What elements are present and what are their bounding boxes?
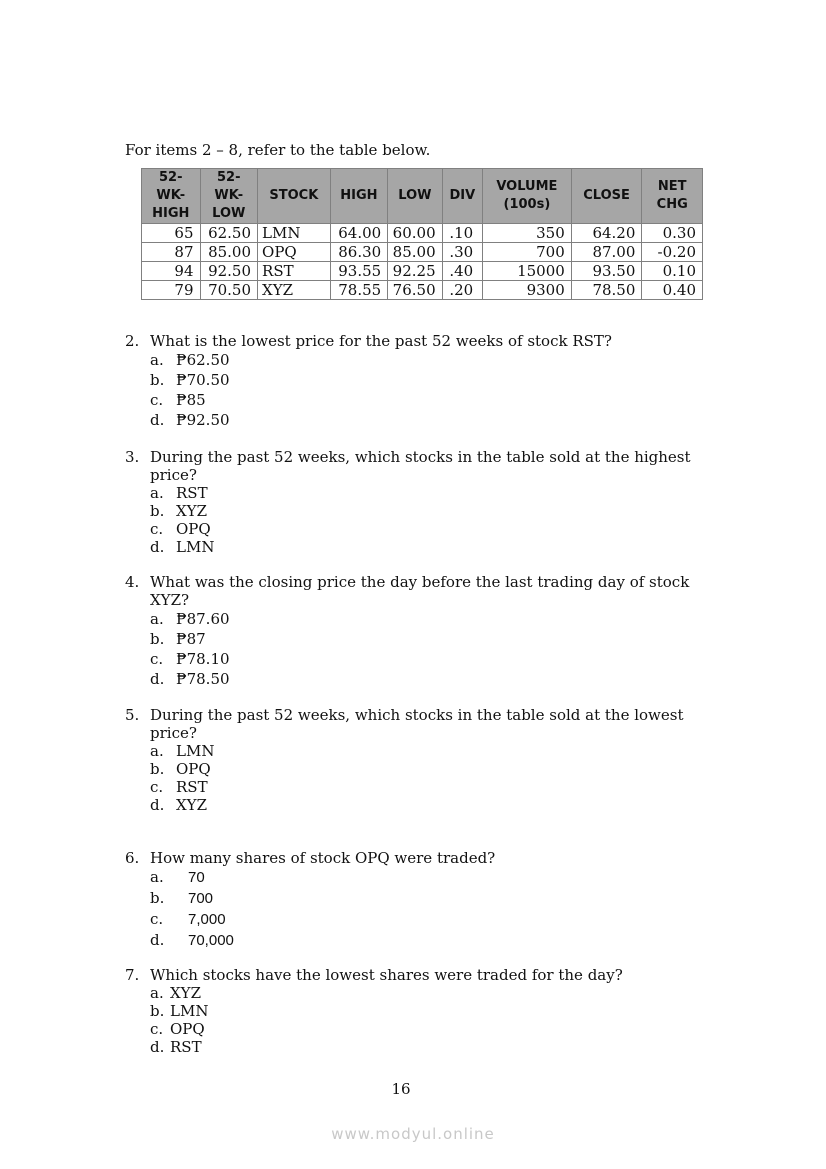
- option-d: d. ₱78.50: [150, 670, 230, 688]
- question-number: 7.: [125, 966, 140, 984]
- question-number: 6.: [125, 849, 140, 867]
- header-low: LOW: [388, 169, 442, 224]
- option-c: c. RST: [150, 778, 208, 796]
- question-stem: What is the lowest price for the past 52 weeks of stock RST?: [150, 332, 612, 350]
- table-row: [142, 243, 703, 262]
- question-stem: What was the closing price the day before the last trading day of stock XYZ?: [150, 573, 690, 609]
- table-row: [142, 224, 703, 243]
- option-d: d. ₱92.50: [150, 411, 230, 429]
- question-3: [125, 448, 705, 556]
- option-a: a. 70: [150, 868, 205, 886]
- question-stem: Which stocks have the lowest shares were traded for the day?: [150, 966, 623, 984]
- table-row: [142, 281, 703, 300]
- cell-div: .20: [442, 281, 482, 300]
- cell-52wk-high: 65: [142, 224, 201, 243]
- header-div: DIV: [442, 169, 482, 224]
- cell-volume: 700: [482, 243, 571, 262]
- cell-52wk-high: 79: [142, 281, 201, 300]
- page-number: 16: [391, 1080, 411, 1098]
- option-d: d. RST: [150, 1038, 202, 1056]
- header-stock: STOCK: [258, 169, 331, 224]
- stock-table: [141, 168, 703, 300]
- option-b: b. LMN: [150, 1002, 209, 1020]
- cell-stock: LMN: [258, 224, 331, 243]
- question-2: [125, 332, 705, 430]
- header-volume: VOLUME (100s): [482, 169, 571, 224]
- option-b: b. ₱87: [150, 630, 206, 648]
- header-52wk-high: 52- WK- HIGH: [142, 169, 201, 224]
- cell-high: 86.30: [330, 243, 388, 262]
- cell-div: .30: [442, 243, 482, 262]
- header-close: CLOSE: [571, 169, 642, 224]
- cell-52wk-high: 94: [142, 262, 201, 281]
- option-b: b. OPQ: [150, 760, 211, 778]
- cell-close: 93.50: [571, 262, 642, 281]
- cell-volume: 350: [482, 224, 571, 243]
- option-c: c. OPQ: [150, 1020, 205, 1038]
- cell-52wk-high: 87: [142, 243, 201, 262]
- watermark: www.modyul.online: [331, 1125, 495, 1143]
- question-stem: During the past 52 weeks, which stocks in the table sold at the highest price?: [150, 448, 691, 484]
- cell-net-chg: 0.30: [642, 224, 703, 243]
- option-c: c. ₱78.10: [150, 650, 230, 668]
- cell-stock: RST: [258, 262, 331, 281]
- cell-close: 87.00: [571, 243, 642, 262]
- option-d: d. XYZ: [150, 796, 208, 814]
- option-c: c. ₱85: [150, 391, 206, 409]
- cell-net-chg: 0.40: [642, 281, 703, 300]
- option-a: a. ₱62.50: [150, 351, 230, 369]
- intro-text: For items 2 – 8, refer to the table below.: [125, 141, 431, 159]
- cell-net-chg: -0.20: [642, 243, 703, 262]
- cell-52wk-low: 85.00: [200, 243, 258, 262]
- cell-low: 60.00: [388, 224, 442, 243]
- cell-low: 76.50: [388, 281, 442, 300]
- cell-close: 64.20: [571, 224, 642, 243]
- cell-volume: 9300: [482, 281, 571, 300]
- question-stem: How many shares of stock OPQ were traded?: [150, 849, 496, 867]
- cell-net-chg: 0.10: [642, 262, 703, 281]
- question-number: 4.: [125, 573, 140, 591]
- question-number: 3.: [125, 448, 140, 466]
- cell-52wk-low: 62.50: [200, 224, 258, 243]
- option-c: c. OPQ: [150, 520, 211, 538]
- question-number: 5.: [125, 706, 140, 724]
- question-number: 2.: [125, 332, 140, 350]
- option-a: a. XYZ: [150, 984, 202, 1002]
- question-4: [125, 573, 705, 689]
- option-a: a. LMN: [150, 742, 215, 760]
- option-b: b. XYZ: [150, 502, 208, 520]
- option-d: d. LMN: [150, 538, 215, 556]
- header-high: HIGH: [330, 169, 388, 224]
- table-row: [142, 262, 703, 281]
- question-stem: During the past 52 weeks, which stocks in the table sold at the lowest price?: [150, 706, 684, 742]
- option-c: c. 7,000: [150, 910, 226, 928]
- option-d: d. 70,000: [150, 931, 234, 949]
- option-b: b. 700: [150, 889, 214, 907]
- question-7: [125, 966, 705, 1056]
- option-b: b. ₱70.50: [150, 371, 230, 389]
- cell-high: 64.00: [330, 224, 388, 243]
- cell-high: 93.55: [330, 262, 388, 281]
- cell-high: 78.55: [330, 281, 388, 300]
- cell-low: 85.00: [388, 243, 442, 262]
- cell-div: .40: [442, 262, 482, 281]
- cell-52wk-low: 70.50: [200, 281, 258, 300]
- cell-div: .10: [442, 224, 482, 243]
- question-5: [125, 706, 705, 814]
- option-a: a. ₱87.60: [150, 610, 230, 628]
- cell-stock: XYZ: [258, 281, 331, 300]
- cell-52wk-low: 92.50: [200, 262, 258, 281]
- option-a: a. RST: [150, 484, 208, 502]
- question-6: [125, 849, 705, 951]
- header-52wk-low: 52- WK- LOW: [200, 169, 258, 224]
- cell-low: 92.25: [388, 262, 442, 281]
- cell-volume: 15000: [482, 262, 571, 281]
- cell-stock: OPQ: [258, 243, 331, 262]
- header-net-chg: NET CHG: [642, 169, 703, 224]
- cell-close: 78.50: [571, 281, 642, 300]
